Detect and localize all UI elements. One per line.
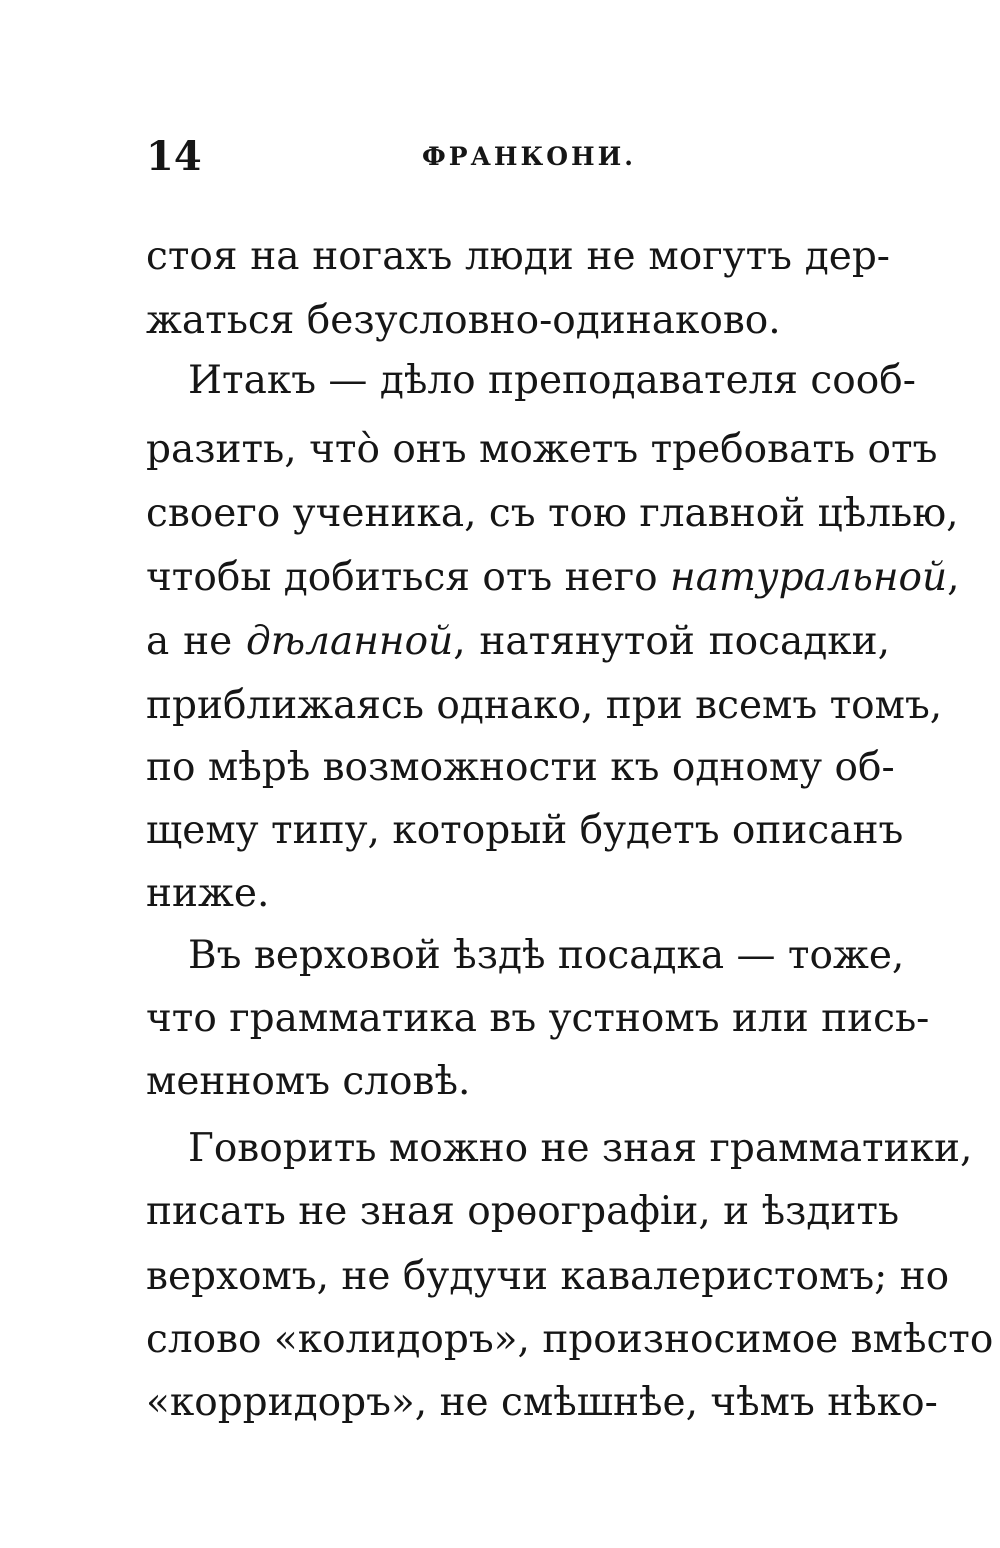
text-line: приближаясь однако, при всемъ томъ, — [146, 683, 943, 728]
text-line — [146, 612, 890, 672]
text-run: , — [947, 555, 960, 600]
text-line: разить, что̀ онъ можетъ требовать отъ — [146, 427, 938, 472]
text-line: верхомъ, не будучи кавалеристомъ; но — [146, 1254, 950, 1299]
text-line: Итакъ — дѣло преподавателя сооб- — [188, 358, 916, 403]
text-line — [146, 548, 960, 608]
page-number: 14 — [146, 133, 202, 180]
text-line: жаться безусловно-одинаково. — [146, 298, 781, 343]
page-header — [146, 132, 890, 182]
text-run: а не — [146, 619, 246, 664]
text-line: своего ученика, съ тою главной цѣлью, — [146, 491, 959, 536]
text-line: «корридоръ», не смѣшнѣе, чѣмъ нѣко- — [146, 1380, 938, 1425]
emphasized-word: натуральной — [670, 555, 948, 600]
text-run: , натянутой посадки, — [453, 619, 891, 664]
text-line: писать не зная орѳографіи, и ѣздить — [146, 1189, 900, 1234]
text-line: Въ верховой ѣздѣ посадка — тоже, — [188, 933, 905, 978]
text-line: Говорить можно не зная грамматики, — [188, 1126, 973, 1171]
text-line: слово «колидоръ», произносимое вмѣсто — [146, 1317, 994, 1362]
text-line: стоя на ногахъ люди не могутъ дер- — [146, 234, 890, 279]
running-title: ФРАНКОНИ. — [422, 142, 636, 171]
text-line: менномъ словѣ. — [146, 1059, 471, 1104]
text-line: что грамматика въ устномъ или пись- — [146, 996, 930, 1041]
text-line: щему типу, который будетъ описанъ — [146, 808, 904, 853]
text-line: ниже. — [146, 871, 270, 916]
emphasized-word: дѣланной — [246, 619, 454, 664]
text-run: чтобы добиться отъ него — [146, 555, 671, 600]
text-line: по мѣрѣ возможности къ одному об- — [146, 745, 895, 790]
